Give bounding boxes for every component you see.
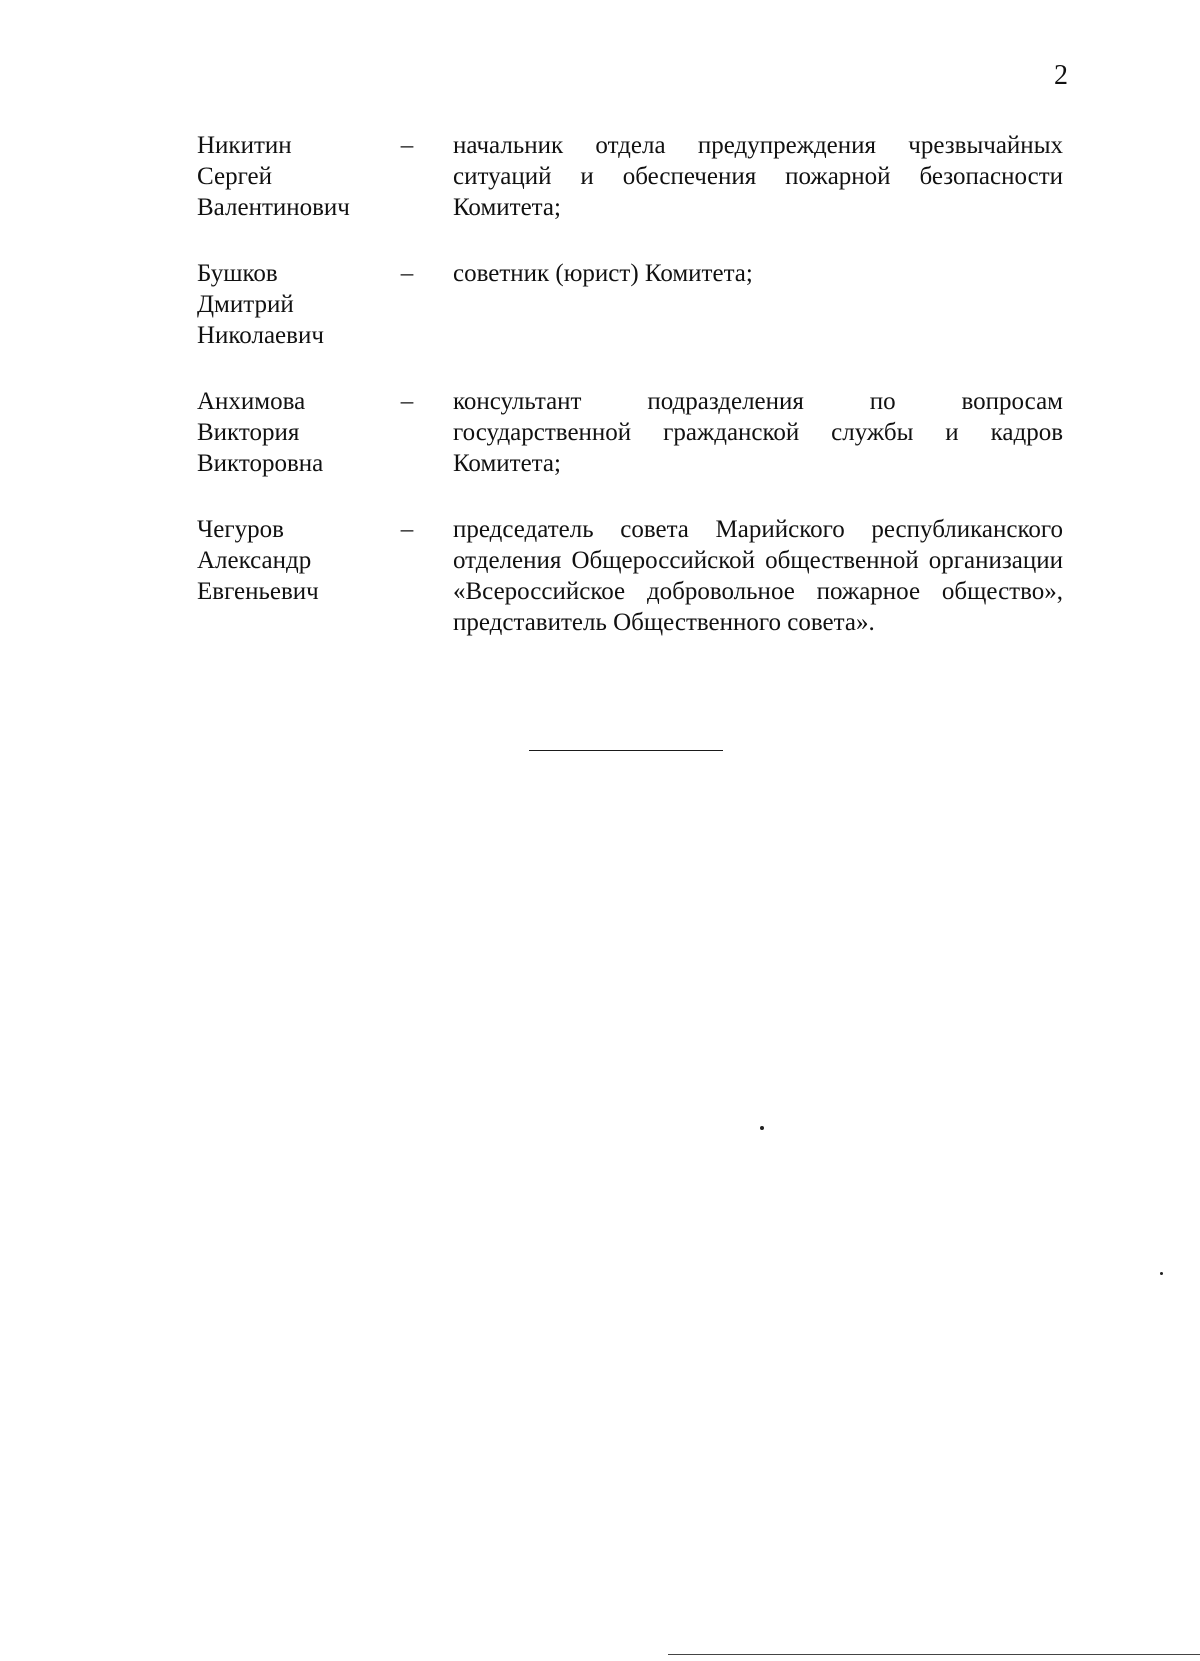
member-first-name: Дмитрий — [197, 291, 294, 318]
member-full-name — [197, 514, 407, 607]
member-full-name — [197, 258, 407, 351]
member-first-name: Сергей — [197, 163, 272, 190]
member-entry — [197, 130, 1063, 223]
member-dash: – — [400, 132, 414, 159]
member-dash: – — [400, 516, 414, 543]
member-dash: – — [400, 260, 414, 287]
member-role: консультант подразделения по вопросам государственной гражданской службы и кадров Комитета; — [453, 388, 1063, 477]
member-role: председатель совета Марийского республиканского отделения Общероссийской общественной организации «Всероссийское добровольное пожарное общество», представитель Общественного совета». — [453, 516, 1063, 636]
member-surname: Анхимова — [197, 388, 306, 415]
member-first-name: Виктория — [197, 419, 300, 446]
member-dash: – — [400, 388, 414, 415]
member-full-name — [197, 386, 407, 479]
member-entry — [197, 514, 1063, 638]
member-surname: Бушков — [197, 260, 278, 287]
member-surname: Никитин — [197, 132, 292, 159]
member-entry — [197, 386, 1063, 479]
member-first-name: Александр — [197, 547, 312, 574]
member-patronymic: Николаевич — [197, 322, 324, 349]
member-surname: Чегуров — [197, 516, 284, 543]
end-of-list-rule — [529, 750, 723, 751]
member-full-name — [197, 130, 407, 223]
scan-speck — [1160, 1272, 1163, 1275]
member-patronymic: Евгеньевич — [197, 578, 319, 605]
scan-speck — [760, 1126, 764, 1130]
scan-edge-line — [668, 1654, 1200, 1655]
member-patronymic: Валентинович — [197, 194, 350, 221]
member-entry — [197, 258, 1063, 351]
member-list — [197, 130, 1063, 673]
member-role: советник (юрист) Комитета; — [453, 260, 753, 287]
page-number: 2 — [1054, 60, 1068, 91]
member-role: начальник отдела предупреждения чрезвычайных ситуаций и обеспечения пожарной безопасности Комитета; — [453, 132, 1063, 221]
member-patronymic: Викторовна — [197, 450, 324, 477]
